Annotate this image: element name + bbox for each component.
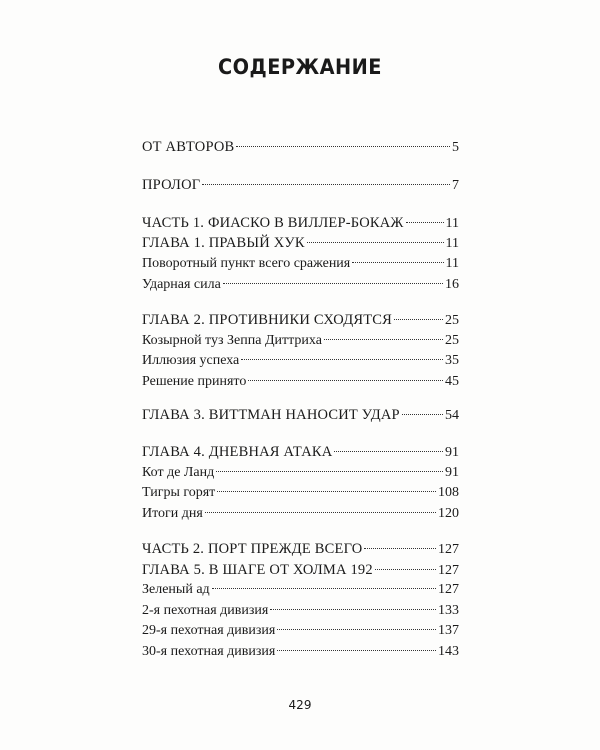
toc-entry-page: 11 <box>445 216 459 231</box>
page-title: СОДЕРЖАНИЕ <box>218 55 382 79</box>
toc-entry-title: Зеленый ад <box>142 582 210 597</box>
dot-leader <box>277 650 436 651</box>
toc-entry <box>142 504 459 524</box>
toc-entry <box>142 621 459 641</box>
toc-entry <box>142 442 459 462</box>
toc-entry-page: 137 <box>438 623 459 638</box>
toc-entry <box>142 463 459 483</box>
toc-entry-page: 35 <box>445 353 459 368</box>
toc-entry-page: 25 <box>445 313 459 328</box>
dot-leader <box>223 283 443 284</box>
dot-leader <box>375 569 436 570</box>
toc-entry-page: 143 <box>438 644 459 659</box>
toc-entry-title: ПРОЛОГ <box>142 177 201 193</box>
toc-entry <box>142 580 459 600</box>
toc-entry <box>142 372 459 392</box>
toc-entry-page: 133 <box>438 603 459 618</box>
toc-entry-page: 25 <box>445 333 459 348</box>
toc-entry-title: Поворотный пункт всего сражения <box>142 256 351 271</box>
toc-entry-page: 54 <box>445 408 459 423</box>
toc-entry <box>142 560 459 580</box>
dot-leader <box>402 414 443 415</box>
toc-entry-title: ГЛАВА 3. ВИТТМАН НАНОСИТ УДАР <box>142 407 400 423</box>
toc-entry-page: 45 <box>445 374 459 389</box>
toc-entry-page: 5 <box>452 140 459 155</box>
dot-leader <box>205 512 436 513</box>
toc-entry <box>142 405 459 425</box>
toc-entry <box>142 642 459 662</box>
toc-entry <box>142 310 459 330</box>
dot-leader <box>277 629 436 630</box>
toc-entry-title: 30-я пехотная дивизия <box>142 644 276 659</box>
dot-leader <box>236 146 450 147</box>
toc-entry-title: Ударная сила <box>142 277 221 292</box>
toc-entry-title: ЧАСТЬ 1. ФИАСКО В ВИЛЛЕР-БОКАЖ <box>142 215 404 231</box>
toc-entry-page: 91 <box>445 445 459 460</box>
dot-leader <box>241 359 443 360</box>
toc-entry-title: Тигры горят <box>142 485 216 500</box>
table-of-contents <box>142 0 459 750</box>
toc-entry <box>142 233 459 253</box>
dot-leader <box>394 319 443 320</box>
dot-leader <box>324 339 443 340</box>
toc-entry-title: 29-я пехотная дивизия <box>142 623 276 638</box>
toc-entry-title: ГЛАВА 5. В ШАГЕ ОТ ХОЛМА 192 <box>142 562 373 578</box>
toc-entry-title: 2-я пехотная дивизия <box>142 603 269 618</box>
toc-entry <box>142 483 459 503</box>
toc-entry-title: ГЛАВА 2. ПРОТИВНИКИ СХОДЯТСЯ <box>142 312 392 328</box>
toc-entry-title: Козырной туз Зеппа Диттриха <box>142 333 322 348</box>
toc-entry <box>142 539 459 559</box>
toc-entry-page: 11 <box>445 236 459 251</box>
toc-entry-page: 108 <box>438 485 459 500</box>
toc-entry-title: ОТ АВТОРОВ <box>142 139 235 155</box>
toc-entry-page: 127 <box>438 582 459 597</box>
page-number: 429 <box>288 698 312 712</box>
dot-leader <box>364 548 436 549</box>
dot-leader <box>217 491 436 492</box>
dot-leader <box>406 222 444 223</box>
toc-entry-page: 120 <box>438 506 459 521</box>
toc-entry-page: 16 <box>445 277 459 292</box>
toc-entry <box>142 175 459 195</box>
toc-entry <box>142 254 459 274</box>
dot-leader <box>202 184 450 185</box>
toc-entry-page: 11 <box>445 256 459 271</box>
toc-entry <box>142 275 459 295</box>
toc-entry-title: ГЛАВА 1. ПРАВЫЙ ХУК <box>142 235 305 251</box>
toc-entry <box>142 213 459 233</box>
toc-entry-page: 127 <box>438 542 459 557</box>
dot-leader <box>307 242 444 243</box>
toc-entry-title: ЧАСТЬ 2. ПОРТ ПРЕЖДЕ ВСЕГО <box>142 541 363 557</box>
toc-entry <box>142 351 459 371</box>
toc-entry-title: Иллюзия успеха <box>142 353 240 368</box>
dot-leader <box>270 609 436 610</box>
dot-leader <box>352 262 443 263</box>
toc-entry <box>142 601 459 621</box>
toc-entry-title: Итоги дня <box>142 506 203 521</box>
dot-leader <box>334 451 443 452</box>
toc-entry <box>142 331 459 351</box>
toc-entry-title: ГЛАВА 4. ДНЕВНАЯ АТАКА <box>142 444 333 460</box>
toc-entry-title: Кот де Ланд <box>142 465 215 480</box>
toc-entry-page: 7 <box>452 178 459 193</box>
toc-entry-page: 127 <box>438 563 459 578</box>
toc-entry <box>142 137 459 157</box>
dot-leader <box>248 380 443 381</box>
toc-entry-page: 91 <box>445 465 459 480</box>
dot-leader <box>212 588 436 589</box>
dot-leader <box>216 471 443 472</box>
toc-entry-title: Решение принято <box>142 374 247 389</box>
